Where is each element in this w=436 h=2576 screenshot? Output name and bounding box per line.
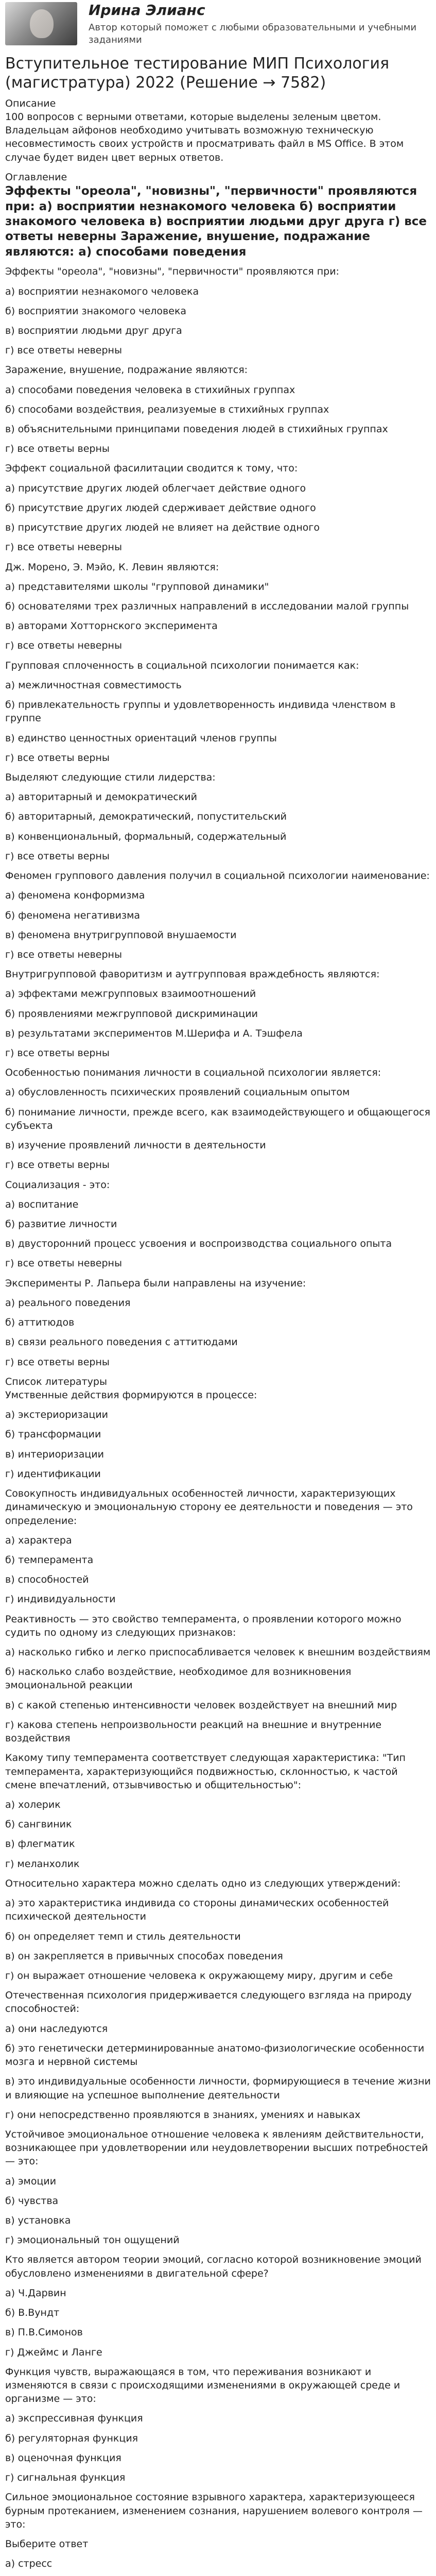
answer-option: в) авторами Хотторнского эксперимента (5, 620, 218, 632)
answer-option: г) все ответы верны (5, 1047, 110, 1059)
answer-option: в) это индивидуальные особенности личности, формирующиеся в течение жизни и влияющие на успешное выполнение деятельности (5, 2076, 431, 2101)
answer-option: в) способностей (5, 1574, 89, 1586)
questions-section-1 (5, 265, 431, 1368)
answer-option: г) все ответы неверны (5, 640, 122, 652)
question-text: Отечественная психология придерживается следующего взгляда на природу способностей: (5, 1990, 412, 2015)
question-text: Кто является автором теории эмоций, согласно которой возникновение эмоций обусловлено изменениями в двигательной сфере? (5, 2254, 422, 2279)
answer-option: а) обусловленность психических проявлений социальным опытом (5, 1087, 350, 1098)
question-text: Устойчивое эмоциональное отношение человека к явлениям действительности, возникающее при удовлетворении или неудовлетворении высших потребностей — это: (5, 2128, 428, 2167)
question-text: Выделяют следующие стили лидерства: (5, 771, 216, 783)
question-text: Особенностью понимания личности в социальной психологии является: (5, 1067, 381, 1079)
answer-option: а) восприятии незнакомого человека (5, 285, 199, 297)
answer-option: а) это характеристика индивида со стороны динамических особенностей психической деятельности (5, 1897, 389, 1923)
question-text: Заражение, внушение, подражание являются: (5, 364, 248, 376)
author-description: Автор который поможет с любыми образовательными и учебными заданиями (89, 22, 417, 46)
answer-option: г) индивидуальности (5, 1594, 116, 1605)
question-block (5, 1277, 431, 1369)
author-card (5, 2, 431, 47)
answer-option: б) способами воздействия, реализуемые в стихийных группах (5, 403, 329, 415)
question-text: Совокупность индивидуальных особенностей личности, характеризующих динамическую и эмоциональную сторону ее деятельности и поведения — это определение: (5, 1488, 413, 1527)
answer-option: в) феномена внутригрупповой внушаемости (5, 929, 237, 941)
question-block (5, 462, 431, 554)
author-name[interactable]: Ирина Элианс (89, 2, 205, 19)
toc-label: Оглавление (5, 171, 67, 183)
answer-option: б) проявлениями межгрупповой дискриминации (5, 1008, 258, 1020)
toc-featured-question: Эффекты "ореола", "новизны", "первичности" проявляются при: а) восприятии незнакомого человека б) восприятии знакомого человека в) восприятии людьми друг друга г) все ответы неверны Заражение, внушение, подражание являются: а) способами поведения (5, 184, 427, 259)
answer-option: г) все ответы неверны (5, 1258, 122, 1269)
question-text: Относительно характера можно сделать одно из следующих утверждений: (5, 1877, 401, 1889)
answer-option: а) они наследуются (5, 2023, 108, 2035)
answer-option: г) он выражает отношение человека к окружающему миру, другим и себе (5, 1970, 393, 1981)
answer-option: а) авторитарный и демократический (5, 791, 197, 803)
answer-option: б) трансформации (5, 1429, 101, 1440)
answer-option: а) присутствие других людей облегчает действие одного (5, 482, 306, 494)
answer-option: в) восприятии людьми друг друга (5, 325, 182, 336)
question-block (5, 771, 431, 863)
answer-option: а) представителями школы "групповой динамики" (5, 581, 269, 592)
answer-option: в) результатами экспериментов М.Шерифа и А. Тэшфела (5, 1027, 303, 1039)
answer-option: в) оценочная функция (5, 2452, 121, 2464)
answer-option: г) Джеймс и Ланге (5, 2346, 102, 2358)
question-block (5, 968, 431, 1060)
answer-option: в) связи реального поведения с аттитюдами (5, 1336, 238, 1348)
answer-option: г) эмоциональный тон ощущений (5, 2234, 180, 2246)
answer-option: б) восприятии знакомого человека (5, 305, 187, 317)
answer-option: б) регуляторная функция (5, 2432, 138, 2444)
answer-option: г) они непосредственно проявляются в знаниях, умениях и навыках (5, 2109, 361, 2121)
description-label: Описание (5, 97, 56, 109)
answer-option: б) это генетически детерминированные анатомо-физиологические особенности мозга и нервной системы (5, 2042, 425, 2068)
question-block (5, 363, 431, 455)
answer-option: г) какова степень непроизвольности реакций на внешние и внутренние воздействия (5, 1719, 382, 1744)
document-title: Вступительное тестирование МИП Психология (магистратура) 2022 (Решение → 7582) (5, 54, 390, 92)
answer-option: б) присутствие других людей сдерживает действие одного (5, 502, 316, 514)
answer-option: а) межличностная совместимость (5, 679, 182, 691)
question-text: Какому типу темперамента соответствует следующая характеристика: "Тип темперамента, характеризующийся подвижностью, склонностью, к частой смене впечатлений, отзывчивостью и общительностью": (5, 1752, 406, 1791)
question-text: Социализация - это: (5, 1179, 110, 1191)
answer-option: б) привлекательность группы и удовлетворенность индивида членством в группе (5, 699, 396, 724)
answer-option: в) единство ценностных ориентаций членов группы (5, 732, 277, 744)
question-text: Сильное эмоциональное состояние взрывного характера, характеризующееся бурным протеканием, изменением сознания, нарушением волевого контроля — это: (5, 2492, 423, 2530)
answer-option: в) двусторонний процесс усвоения и воспроизводства социального опыта (5, 1238, 392, 1250)
question-block (5, 659, 431, 765)
question-text: Выберите ответ (5, 2538, 89, 2550)
question-block (5, 2365, 431, 2485)
answer-option: в) с какой степенью интенсивности человек воздействует на внешний мир (5, 1699, 397, 1711)
answer-option: б) В.Вундт (5, 2307, 60, 2319)
answer-option: б) темперамента (5, 1554, 94, 1566)
answer-option: б) чувства (5, 2195, 59, 2207)
answer-option: б) сангвиник (5, 1819, 72, 1831)
answer-option: а) эмоции (5, 2175, 57, 2187)
literature-label: Список литературы (5, 1376, 107, 1387)
question-text: Функция чувств, выражающаяся в том, что переживания возникают и изменяются в связи с происходящими изменениями в окружающей среде и организме — это: (5, 2366, 400, 2405)
question-block (5, 869, 431, 961)
answer-option: б) основателями трех различных направлений в исследовании малой группы (5, 601, 409, 612)
question-block (5, 1989, 431, 2122)
answer-option: в) объяснительными принципами поведения людей в стихийных группах (5, 423, 388, 435)
question-block (5, 2253, 431, 2359)
answer-option: в) флегматик (5, 1838, 75, 1850)
question-text: Внутригрупповой фаворитизм и аутгрупповая враждебность являются: (5, 969, 380, 980)
answer-option: в) П.В.Симонов (5, 2327, 83, 2338)
answer-option: г) меланхолик (5, 1858, 80, 1870)
answer-option: а) воспитание (5, 1198, 79, 1210)
question-block (5, 2128, 431, 2247)
question-block (5, 1613, 431, 1745)
answer-option: а) эффектами межгрупповых взаимоотношений (5, 988, 256, 1000)
answer-option: г) все ответы неверны (5, 948, 122, 960)
answer-option: а) насколько гибко и легко приспосабливается человек к внешним воздействиям (5, 1647, 431, 1658)
answer-option: б) понимание личности, прежде всего, как взаимодействующего и общающегося субъекта (5, 1106, 430, 1131)
question-block (5, 265, 431, 357)
question-text: Реактивность — это свойство темперамента, о проявлении которого можно судить по одному из следующих признаков: (5, 1613, 402, 1638)
answer-option: г) все ответы неверны (5, 345, 122, 357)
answer-option: г) все ответы верны (5, 443, 110, 455)
answer-option: б) развитие личности (5, 1218, 117, 1230)
description-text: 100 вопросов с верными ответами, которые выделены зеленым цветом. Владельцам айфонов необходимо учитывать возможную техническую несовместимость своих устройств и просматривать файл в MS Office. В этом случае будет виден цвет верных ответов. (5, 111, 404, 163)
answer-option: а) экстериоризации (5, 1409, 109, 1421)
answer-option: а) экспрессивная функция (5, 2413, 143, 2425)
question-block (5, 1178, 431, 1270)
answer-option: г) все ответы верны (5, 1356, 110, 1368)
question-block (5, 1877, 431, 1982)
question-block (5, 1066, 431, 1172)
question-block (5, 1487, 431, 1606)
answer-option: в) конвенциональный, формальный, содержательный (5, 831, 287, 842)
answer-option: б) авторитарный, демократический, попустительский (5, 811, 287, 823)
answer-option: в) присутствие других людей не влияет на действие одного (5, 522, 320, 534)
answer-option: г) все ответы верны (5, 1159, 110, 1171)
answer-option: в) интериоризации (5, 1448, 104, 1460)
answer-option: г) идентификации (5, 1468, 101, 1480)
question-block (5, 1388, 431, 1481)
answer-option: г) все ответы верны (5, 850, 110, 862)
question-block (5, 2490, 431, 2531)
question-text: Умственные действия формируются в процессе: (5, 1389, 257, 1401)
question-block (5, 2537, 431, 2576)
question-text: Групповая сплоченность в социальной психологии понимается как: (5, 659, 359, 671)
answer-option: а) способами поведения человека в стихийных группах (5, 384, 295, 396)
question-block (5, 1751, 431, 1871)
answer-option: а) Ч.Дарвин (5, 2287, 66, 2299)
answer-option: а) стресс (5, 2558, 53, 2570)
question-block (5, 561, 431, 653)
question-text: Эксперименты Р. Лапьера были направлены на изучение: (5, 1277, 306, 1289)
answer-option: в) установка (5, 2215, 71, 2227)
answer-option: б) он определяет темп и стиль деятельности (5, 1930, 241, 1942)
answer-option: г) все ответы верны (5, 752, 110, 764)
question-text: Дж. Морено, Э. Мэйо, К. Левин являются: (5, 561, 219, 573)
answer-option: а) характера (5, 1534, 72, 1546)
answer-option: г) сигнальная функция (5, 2472, 126, 2484)
answer-option: а) холерик (5, 1799, 61, 1810)
question-text: Эффект социальной фасилитации сводится к тому, что: (5, 463, 298, 474)
questions-section-2 (5, 1388, 431, 2576)
answer-option: б) аттитюдов (5, 1317, 75, 1329)
answer-option: а) реального поведения (5, 1297, 131, 1309)
answer-option: в) изучение проявлений личности в деятельности (5, 1140, 266, 1151)
answer-option: а) феномена конформизма (5, 890, 145, 902)
question-text: Феномен группового давления получил в социальной психологии наименование: (5, 870, 430, 882)
answer-option: б) феномена негативизма (5, 909, 141, 921)
answer-option: г) все ответы неверны (5, 541, 122, 553)
answer-option: б) насколько слабо воздействие, необходимое для возникновения эмоциональной реакции (5, 1666, 352, 1691)
author-avatar[interactable] (5, 2, 77, 45)
answer-option: в) он закрепляется в привычных способах поведения (5, 1950, 283, 1962)
author-info (89, 2, 431, 47)
question-text: Эффекты "ореола", "новизны", "первичности" проявляются при: (5, 266, 339, 278)
